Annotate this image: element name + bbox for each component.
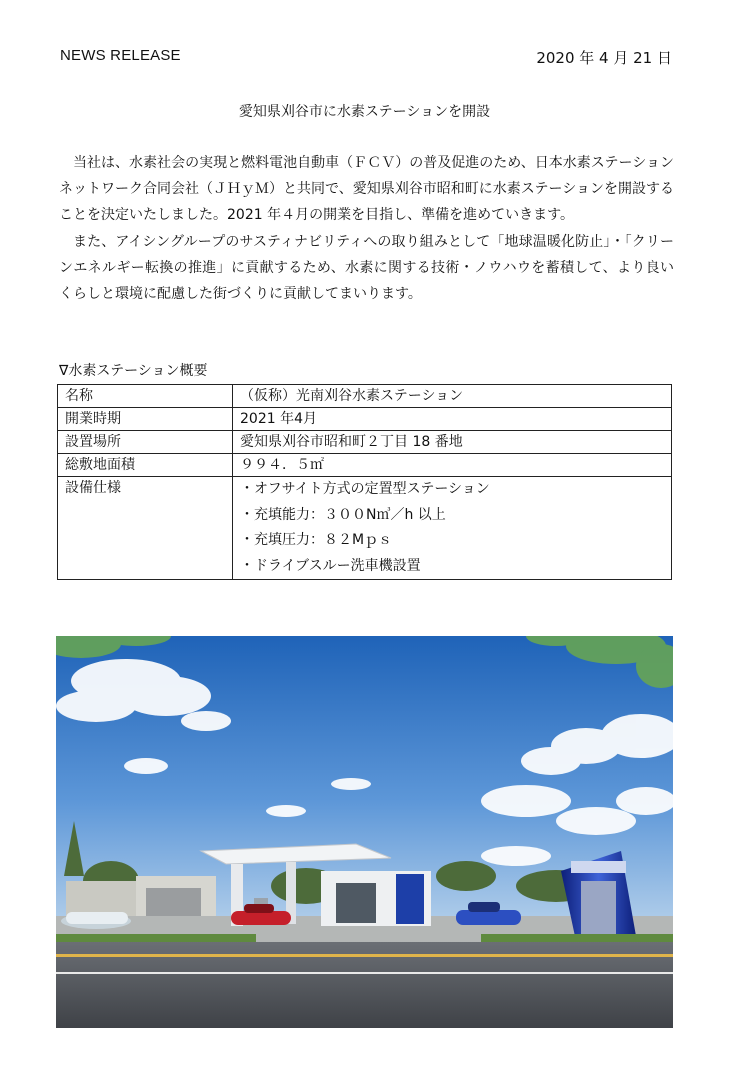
row-value: 愛知県刈谷市昭和町２丁目 18 番地 <box>233 431 672 454</box>
row-value: （仮称）光南刈谷水素ステーション <box>233 385 672 408</box>
row-key: 総敷地面積 <box>58 454 233 477</box>
row-value: ９９４．５㎡ <box>233 454 672 477</box>
station-overview-table <box>57 384 672 580</box>
row-key: 設置場所 <box>58 431 233 454</box>
row-value: 2021 年4月 <box>233 408 672 431</box>
table-row <box>58 477 672 580</box>
spec-item: ・オフサイト方式の定置型ステーション <box>240 481 490 497</box>
road-line <box>56 972 673 974</box>
spec-item: ・ドライブスルー洗車機設置 <box>240 557 421 574</box>
spec-list <box>233 477 672 580</box>
table-row <box>58 454 672 477</box>
table-row <box>58 385 672 408</box>
document-title: 愛知県刈谷市に水素ステーションを開設 <box>238 104 491 120</box>
spec-item: ・充填圧力：８２Mｐｓ <box>240 532 393 548</box>
paragraph-1: 当社は、水素社会の実現と燃料電池自動車（ＦＣＶ）の普及促進のため、日本水素ステーションネットワーク合同会社（ＪＨｙＭ）と共同で、愛知県刈谷市昭和町に水素ステーションを開設することを決定いたしました。2021 年４月の開業を目指し、準備を進めていきます。 <box>59 155 674 224</box>
station-rendering-image <box>56 636 673 1028</box>
road-line <box>56 954 673 957</box>
station-building <box>321 871 431 926</box>
row-key: 設備仕様 <box>58 477 233 580</box>
hedge <box>56 934 256 942</box>
row-key: 名称 <box>58 385 233 408</box>
release-date: 2020 年 4 月 21 日 <box>536 49 672 67</box>
paragraph-2: また、アイシングループのサスティナビリティへの取り組みとして「地球温暖化防止」・「クリーンエネルギー転換の推進」に貢献するため、水素に関する技術・ノウハウを蓄積して、より良いくらしと環境に配慮した街づくりに貢献してまいります。 <box>59 233 674 303</box>
news-release-label: NEWS RELEASE <box>60 47 181 64</box>
table-row <box>58 408 672 431</box>
table-row <box>58 431 672 454</box>
table-caption: ∇水素ステーション概要 <box>59 363 208 379</box>
row-key: 開業時期 <box>58 408 233 431</box>
body-text <box>59 150 674 307</box>
spec-item: ・充填能力：３００N㎥／h 以上 <box>240 506 446 523</box>
